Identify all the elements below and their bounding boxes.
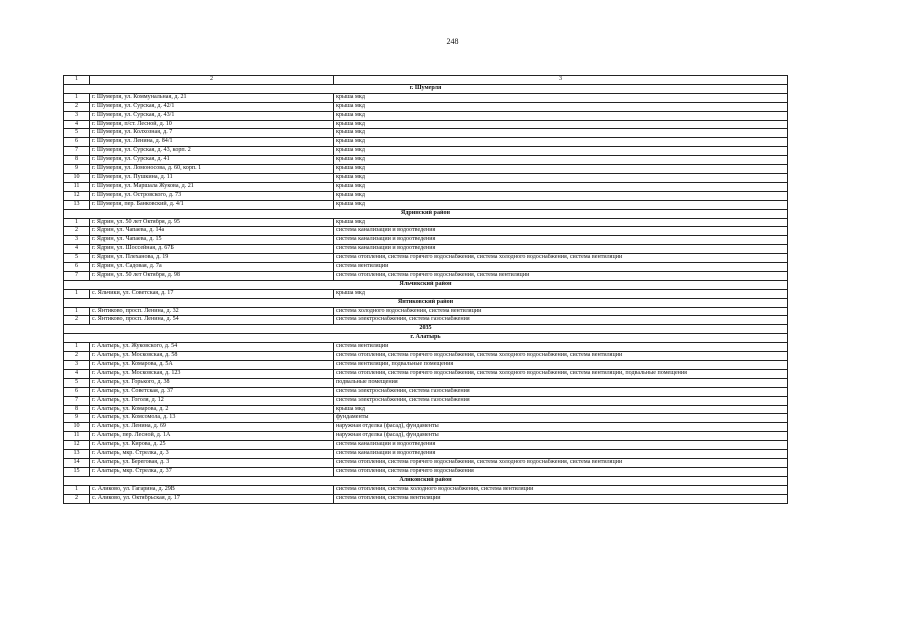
work-type-cell: крыша мкд [334, 102, 788, 111]
address-cell: г. Ядрин, ул. 50 лет Октября, д. 98 [90, 271, 334, 280]
table-row [64, 200, 788, 209]
section-header-row [64, 280, 788, 289]
table-row [64, 129, 788, 138]
table-row [64, 120, 788, 129]
row-number: 7 [64, 396, 90, 405]
row-number: 1 [64, 93, 90, 102]
work-type-cell: наружная отделка (фасад), фундаменты [334, 432, 788, 441]
column-number: 2 [90, 76, 334, 85]
address-cell: г. Алатырь, ул. Московская, д. 123 [90, 369, 334, 378]
work-type-cell: система канализации и водоотведения [334, 227, 788, 236]
address-cell: г. Алатырь, ул. Жуковского, д. 54 [90, 343, 334, 352]
row-number: 12 [64, 441, 90, 450]
work-type-cell: крыша мкд [334, 405, 788, 414]
row-number: 1 [64, 485, 90, 494]
table-body [64, 76, 788, 504]
table-row [64, 271, 788, 280]
work-type-cell: подвальные помещения [334, 378, 788, 387]
table-row [64, 343, 788, 352]
address-cell: г. Шумерля, ул. Сурская, д. 41 [90, 156, 334, 165]
table-row [64, 182, 788, 191]
column-number: 1 [64, 76, 90, 85]
table-row [64, 307, 788, 316]
section-title: Яльчикский район [64, 280, 788, 289]
table-row [64, 165, 788, 174]
page-number: 248 [446, 37, 459, 46]
column-number: 3 [334, 76, 788, 85]
address-cell: г. Алатырь, мкр. Стрелка, д. 3 [90, 450, 334, 459]
address-cell: г. Ядрин, ул. Плеханова, д. 19 [90, 254, 334, 263]
address-cell: г. Алатырь, ул. Комсомола, д. 13 [90, 414, 334, 423]
address-cell: г. Шумерля, ул. Колхозная, д. 7 [90, 129, 334, 138]
row-number: 1 [64, 343, 90, 352]
table-row [64, 396, 788, 405]
section-header-row [64, 209, 788, 218]
work-type-cell: крыша мкд [334, 111, 788, 120]
row-number: 2 [64, 102, 90, 111]
table-row [64, 147, 788, 156]
table-row [64, 432, 788, 441]
table-row [64, 93, 788, 102]
address-cell: г. Шумерля, п/ст. Лесной, д. 10 [90, 120, 334, 129]
address-cell: г. Алатырь, ул. Горького, д. 38 [90, 378, 334, 387]
row-number: 10 [64, 173, 90, 182]
address-cell: г. Шумерля, ул. Маршала Жукова, д. 21 [90, 182, 334, 191]
table-row [64, 494, 788, 503]
section-header-row [64, 84, 788, 93]
table-row [64, 450, 788, 459]
address-cell: с. Аликово, ул. Гагарина, д. 29В [90, 485, 334, 494]
address-cell: г. Шумерля, ул. Коммунальная, д. 21 [90, 93, 334, 102]
table-row [64, 369, 788, 378]
row-number: 9 [64, 165, 90, 174]
column-number-row [64, 76, 788, 85]
row-number: 1 [64, 218, 90, 227]
row-number: 12 [64, 191, 90, 200]
section-title: Аликовский район [64, 476, 788, 485]
row-number: 8 [64, 405, 90, 414]
work-type-cell: система вентиляции [334, 263, 788, 272]
section-header-row [64, 298, 788, 307]
work-type-cell: система вентиляции, подвальные помещения [334, 361, 788, 370]
row-number: 1 [64, 307, 90, 316]
row-number: 2 [64, 494, 90, 503]
row-number: 3 [64, 111, 90, 120]
row-number: 4 [64, 245, 90, 254]
address-cell: г. Алатырь, мкр. Стрелка, д. 37 [90, 467, 334, 476]
work-type-cell: система электроснабжения, система газоснабжения [334, 396, 788, 405]
work-type-cell: система канализации и водоотведения [334, 245, 788, 254]
work-type-cell: система отопления, система горячего водоснабжения [334, 467, 788, 476]
address-cell: г. Ядрин, ул. Чапаева, д. 15 [90, 236, 334, 245]
work-type-cell: система вентиляции [334, 343, 788, 352]
row-number: 6 [64, 138, 90, 147]
table-row [64, 414, 788, 423]
address-cell: г. Ядрин, ул. Шоссейная, д. 67Б [90, 245, 334, 254]
work-type-cell: фундаменты [334, 414, 788, 423]
table-row [64, 236, 788, 245]
work-type-cell: система канализации и водоотведения [334, 441, 788, 450]
work-type-cell: система отопления, система горячего водоснабжения, система холодного водоснабжения, система вентиляции [334, 254, 788, 263]
address-cell: г. Алатырь, ул. Кирова, д. 25 [90, 441, 334, 450]
work-type-cell: система отопления, система горячего водоснабжения, система холодного водоснабжения, система вентиляции [334, 352, 788, 361]
address-cell: г. Алатырь, ул. Ленина, д. 69 [90, 423, 334, 432]
section-title: 2035 [64, 325, 788, 334]
row-number: 6 [64, 387, 90, 396]
table-row [64, 361, 788, 370]
table-row [64, 111, 788, 120]
work-type-cell: система канализации и водоотведения [334, 450, 788, 459]
row-number: 11 [64, 432, 90, 441]
address-cell: г. Ядрин, ул. Садовая, д. 7а [90, 263, 334, 272]
address-cell: г. Алатырь, пер. Лесной, д. 1А [90, 432, 334, 441]
table-row [64, 441, 788, 450]
row-number: 5 [64, 254, 90, 263]
section-header-row [64, 334, 788, 343]
table-row [64, 352, 788, 361]
address-cell: г. Ядрин, ул. 50 лет Октября, д. 95 [90, 218, 334, 227]
row-number: 5 [64, 129, 90, 138]
address-cell: г. Шумерля, ул. Сурская, д. 43/1 [90, 111, 334, 120]
work-type-cell: система электроснабжения, система газоснабжения [334, 316, 788, 325]
address-cell: г. Шумерля, ул. Ленина, д. 84/1 [90, 138, 334, 147]
work-type-cell: крыша мкд [334, 182, 788, 191]
row-number: 4 [64, 120, 90, 129]
work-type-cell: наружная отделка (фасад), фундаменты [334, 423, 788, 432]
work-type-cell: крыша мкд [334, 218, 788, 227]
work-type-cell: крыша мкд [334, 120, 788, 129]
table-row [64, 289, 788, 298]
table-row [64, 102, 788, 111]
row-number: 7 [64, 271, 90, 280]
table-row [64, 387, 788, 396]
address-cell: г. Алатырь, ул. Береговая, д. 3 [90, 458, 334, 467]
section-header-row [64, 476, 788, 485]
section-title: г. Шумерля [64, 84, 788, 93]
row-number: 6 [64, 263, 90, 272]
row-number: 2 [64, 227, 90, 236]
table-row [64, 156, 788, 165]
row-number: 13 [64, 450, 90, 459]
section-title: Ядринский район [64, 209, 788, 218]
table-row [64, 245, 788, 254]
address-cell: г. Алатырь, ул. Комарова, д. 2 [90, 405, 334, 414]
table-row [64, 378, 788, 387]
row-number: 2 [64, 352, 90, 361]
address-cell: г. Шумерля, ул. Островского, д. 73 [90, 191, 334, 200]
work-type-cell: крыша мкд [334, 93, 788, 102]
row-number: 3 [64, 361, 90, 370]
row-number: 2 [64, 316, 90, 325]
address-cell: г. Ядрин, ул. Чапаева, д. 14а [90, 227, 334, 236]
section-title: Янтиковский район [64, 298, 788, 307]
work-type-cell: крыша мкд [334, 289, 788, 298]
repair-schedule-table [63, 75, 788, 504]
work-type-cell: крыша мкд [334, 200, 788, 209]
address-cell: с. Яльчики, ул. Советская, д. 17 [90, 289, 334, 298]
work-type-cell: система электроснабжения, система газоснабжения [334, 387, 788, 396]
work-type-cell: крыша мкд [334, 147, 788, 156]
address-cell: г. Шумерля, ул. Ломоносова, д. 60, корп. 1 [90, 165, 334, 174]
address-cell: г. Шумерля, пер. Банковский, д. 4/1 [90, 200, 334, 209]
row-number: 10 [64, 423, 90, 432]
table-row [64, 191, 788, 200]
address-cell: г. Шумерля, ул. Пушкина, д. 11 [90, 173, 334, 182]
table-row [64, 218, 788, 227]
address-cell: г. Алатырь, ул. Гоголя, д. 12 [90, 396, 334, 405]
work-type-cell: крыша мкд [334, 165, 788, 174]
work-type-cell: крыша мкд [334, 173, 788, 182]
work-type-cell: крыша мкд [334, 191, 788, 200]
address-cell: г. Алатырь, ул. Московская, д. 58 [90, 352, 334, 361]
section-header-row [64, 325, 788, 334]
table-row [64, 138, 788, 147]
row-number: 4 [64, 369, 90, 378]
work-type-cell: система отопления, система холодного водоснабжения, система вентиляции [334, 485, 788, 494]
row-number: 1 [64, 289, 90, 298]
address-cell: г. Шумерля, ул. Сурская, д. 43, корп. 2 [90, 147, 334, 156]
row-number: 15 [64, 467, 90, 476]
table-row [64, 405, 788, 414]
work-type-cell: крыша мкд [334, 129, 788, 138]
row-number: 9 [64, 414, 90, 423]
work-type-cell: система холодного водоснабжения, система вентиляции [334, 307, 788, 316]
address-cell: г. Алатырь, ул. Советская, д. 37 [90, 387, 334, 396]
section-title: г. Алатырь [64, 334, 788, 343]
table-row [64, 467, 788, 476]
row-number: 7 [64, 147, 90, 156]
table-row [64, 485, 788, 494]
table-row [64, 458, 788, 467]
row-number: 8 [64, 156, 90, 165]
work-type-cell: крыша мкд [334, 156, 788, 165]
work-type-cell: система канализации и водоотведения [334, 236, 788, 245]
work-type-cell: система отопления, система горячего водоснабжения, система холодного водоснабжения, система вентиляции [334, 458, 788, 467]
work-type-cell: система отопления, система горячего водоснабжения, система вентиляции [334, 271, 788, 280]
row-number: 14 [64, 458, 90, 467]
work-type-cell: крыша мкд [334, 138, 788, 147]
table-row [64, 227, 788, 236]
row-number: 5 [64, 378, 90, 387]
address-cell: с. Янтиково, просп. Ленина, д. 54 [90, 316, 334, 325]
address-cell: с. Аликово, ул. Октябрьская, д. 17 [90, 494, 334, 503]
row-number: 13 [64, 200, 90, 209]
table-row [64, 263, 788, 272]
work-type-cell: система отопления, система вентиляции [334, 494, 788, 503]
table-row [64, 173, 788, 182]
address-cell: г. Шумерля, ул. Сурская, д. 42/1 [90, 102, 334, 111]
work-type-cell: система отопления, система горячего водоснабжения, система холодного водоснабжения, система вентиляции, подвальные помещения [334, 369, 788, 378]
row-number: 11 [64, 182, 90, 191]
table-row [64, 316, 788, 325]
row-number: 3 [64, 236, 90, 245]
table-row [64, 423, 788, 432]
address-cell: г. Алатырь, ул. Комарова, д. 5А [90, 361, 334, 370]
table-row [64, 254, 788, 263]
address-cell: с. Янтиково, просп. Ленина, д. 32 [90, 307, 334, 316]
